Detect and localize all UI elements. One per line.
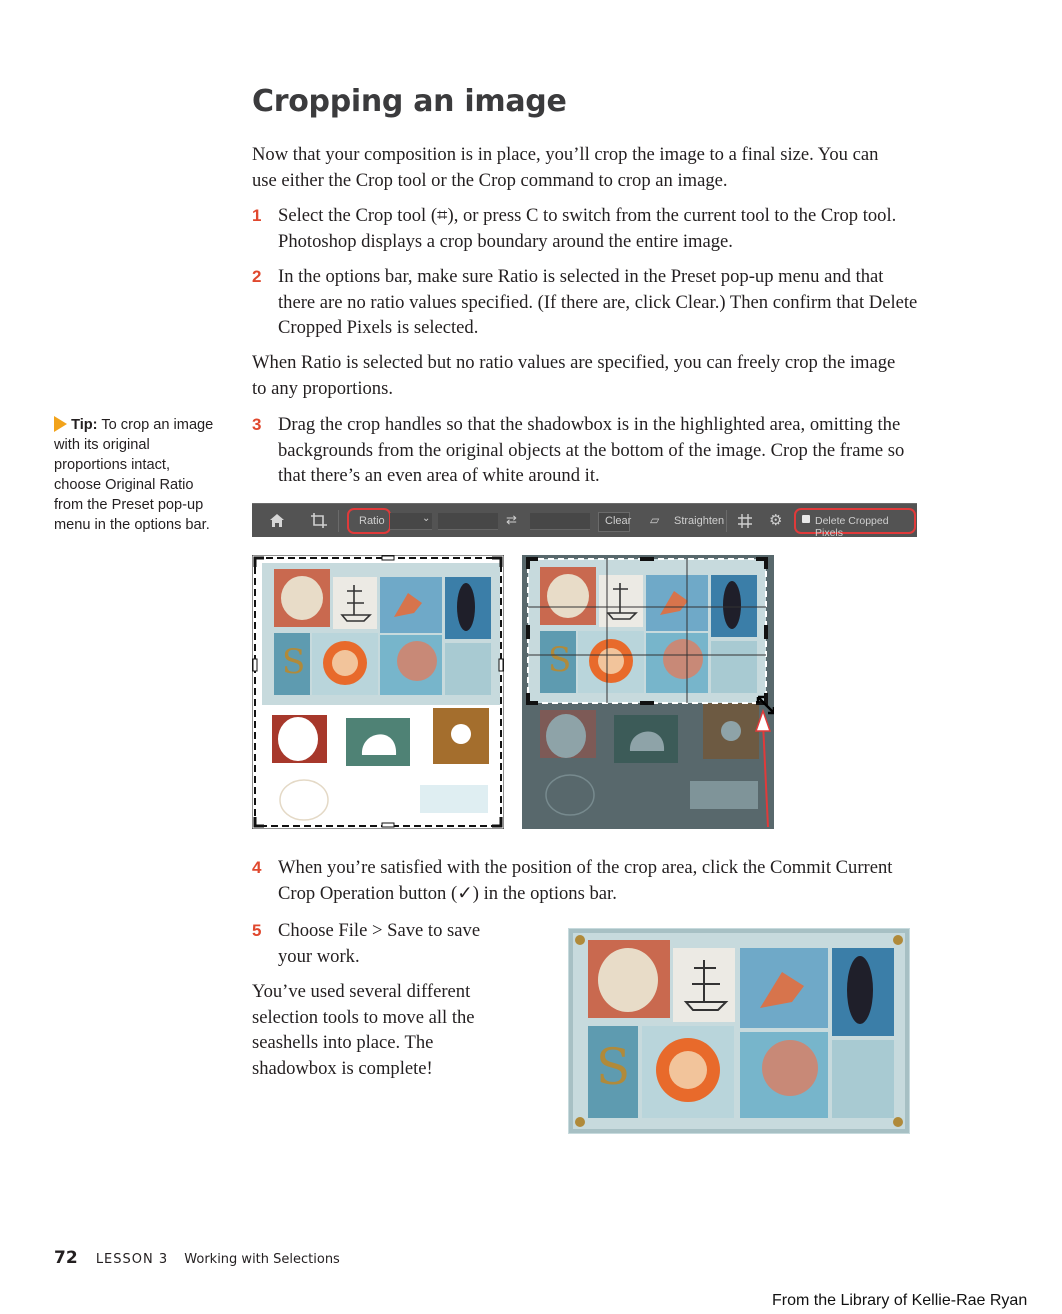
step-number: 5 bbox=[252, 921, 262, 940]
svg-text:S: S bbox=[548, 640, 572, 680]
chevron-down-icon: ⌄ bbox=[422, 513, 431, 524]
tip-label: Tip: bbox=[71, 417, 98, 433]
step-4 bbox=[252, 855, 918, 906]
step-text: Drag the crop handles so that the shadowbox is in the highlighted area, omitting the backgrounds from the original objects at the bottom of the image. Crop the frame so that there’s an even area of white around it. bbox=[278, 414, 905, 487]
step-text: When you’re satisfied with the position of the crop area, click the Commit Current Crop Operation button (✓) in the options bar. bbox=[278, 857, 893, 904]
step-number: 3 bbox=[252, 415, 262, 434]
crop-before-figure bbox=[252, 555, 504, 829]
ratio-preset[interactable]: Ratio bbox=[359, 515, 385, 527]
crop-after-figure bbox=[522, 555, 774, 829]
straighten-label[interactable]: Straighten bbox=[674, 515, 725, 527]
step-3 bbox=[252, 412, 920, 489]
crop-icon[interactable] bbox=[310, 512, 328, 530]
lesson-label: LESSON 3 bbox=[95, 1252, 169, 1267]
svg-text:S: S bbox=[596, 1038, 631, 1096]
step-text: In the options bar, make sure Ratio is selected in the Preset pop-up menu and that there are no ratio values specified. (If there are, click Clear.) Then confirm that Delete Cropped Pixels is selected. bbox=[278, 266, 918, 339]
swap-icon[interactable]: ⇄ bbox=[506, 512, 517, 527]
ratio-height-field[interactable] bbox=[530, 513, 590, 530]
home-icon[interactable] bbox=[269, 513, 285, 528]
step-text: Choose File > Save to save your work. bbox=[278, 920, 481, 967]
final-shadowbox-image bbox=[568, 928, 910, 1134]
library-watermark: From the Library of Kellie-Rae Ryan bbox=[772, 1292, 1028, 1309]
intro-paragraph: Now that your composition is in place, you’ll crop the image to a final size. You can use either the Crop tool or the Crop command to crop an image. bbox=[252, 144, 879, 191]
gear-icon[interactable]: ⚙ bbox=[769, 512, 783, 529]
step-5 bbox=[252, 918, 492, 969]
clear-button[interactable]: Clear bbox=[598, 512, 630, 532]
step-number: 2 bbox=[252, 267, 262, 286]
step-2 bbox=[252, 264, 918, 341]
chapter-title: Working with Selections bbox=[184, 1252, 340, 1267]
step-number: 1 bbox=[252, 206, 262, 225]
step-number: 4 bbox=[252, 858, 262, 877]
conclusion-paragraph: You’ve used several different selection tools to move all the seashells into place. The shadowbox is complete! bbox=[252, 981, 475, 1080]
page-number: 72 bbox=[54, 1248, 78, 1268]
delete-cropped-pixels-label[interactable]: Delete Cropped Pixels bbox=[815, 515, 889, 539]
ratio-width-field[interactable] bbox=[438, 513, 498, 530]
step-text: Select the Crop tool (⌗), or press C to switch from the current tool to the Crop tool. Photoshop displays a crop boundary around the entire image. bbox=[278, 205, 897, 252]
page-title: Cropping an image bbox=[252, 84, 567, 119]
tip-text: To crop an image with its original proportions intact, choose Original Ratio from the Preset pop-up menu in the options bar. bbox=[54, 417, 214, 533]
options-bar bbox=[252, 503, 917, 537]
straighten-icon[interactable]: ⏥ bbox=[650, 513, 660, 527]
page-footer bbox=[54, 1248, 340, 1268]
step-1 bbox=[252, 203, 918, 254]
tip-triangle-icon bbox=[54, 416, 67, 432]
svg-text:S: S bbox=[282, 642, 306, 682]
grid-overlay-icon[interactable] bbox=[737, 513, 753, 529]
checkbox-icon[interactable] bbox=[802, 515, 810, 523]
tip-sidebar bbox=[54, 415, 219, 535]
ratio-note: When Ratio is selected but no ratio values are specified, you can freely crop the image to any proportions. bbox=[252, 352, 896, 399]
